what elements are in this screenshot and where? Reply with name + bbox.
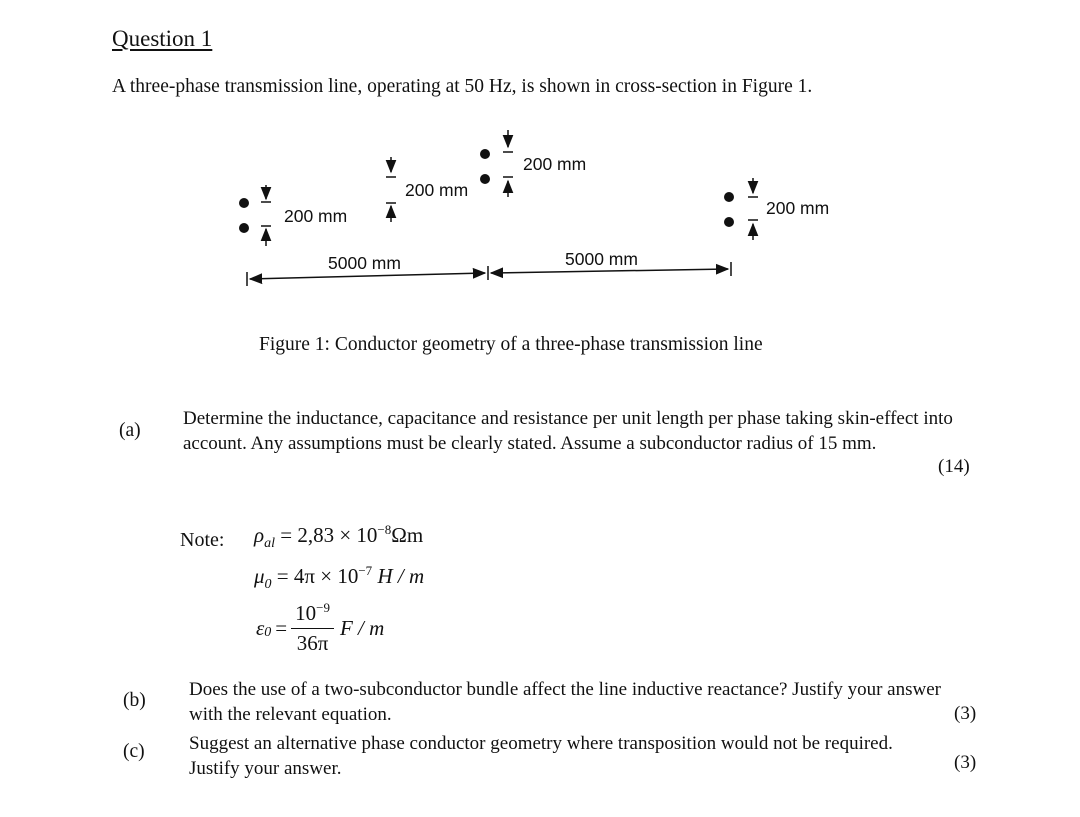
figure-caption: Figure 1: Conductor geometry of a three-phase transmission line xyxy=(259,334,763,355)
mu-value: = 4π × 10 xyxy=(276,564,359,588)
spacing-arrow xyxy=(261,185,271,246)
eps-fraction xyxy=(291,600,334,656)
question-intro: A three-phase transmission line, operating at 50 Hz, is shown in cross-section in Figure 1. xyxy=(112,76,813,97)
rho-unit: Ωm xyxy=(391,523,424,547)
resistivity-formula xyxy=(254,522,423,552)
spacing-arrow xyxy=(386,157,396,222)
mu-subscript: 0 xyxy=(264,577,272,593)
eps-numerator-exponent: −9 xyxy=(316,600,330,615)
subconductor xyxy=(239,198,249,208)
subconductor xyxy=(724,192,734,202)
part-c-marks: (3) xyxy=(954,752,977,773)
part-c-label: (c) xyxy=(123,741,145,762)
mu-exponent: −7 xyxy=(358,563,373,578)
spacing-label: 200 mm xyxy=(523,154,587,174)
part-c-text: Suggest an alternative phase conductor geometry where transposition would not be required. Justify your answer. xyxy=(189,733,893,779)
eps-symbol: ε xyxy=(256,615,265,640)
spacing-label: 200 mm xyxy=(284,206,348,226)
subconductor xyxy=(724,217,734,227)
rho-value: = 2,83 × 10 xyxy=(280,523,378,547)
part-a-text: Determine the inductance, capacitance and resistance per unit length per phase taking skin-effect into account. Any assumptions must be clearly stated. Assume a subconductor radius of 15 mm. xyxy=(183,408,953,454)
part-a-marks: (14) xyxy=(938,456,970,477)
eps-equals: = xyxy=(275,615,288,640)
eps-denominator: 36π xyxy=(296,631,329,655)
mu-symbol: μ xyxy=(254,564,265,588)
part-b-marks: (3) xyxy=(954,703,977,724)
spacing-arrow xyxy=(503,130,513,197)
rho-subscript: al xyxy=(264,536,275,552)
mu-unit: H / m xyxy=(377,564,425,588)
question-title: Question 1 xyxy=(112,26,213,51)
eps-numerator-base: 10 xyxy=(295,601,317,625)
phase-b-bundle xyxy=(386,157,396,222)
subconductor xyxy=(480,174,490,184)
spacing-arrow xyxy=(748,178,758,240)
distance-label: 5000 mm xyxy=(565,249,638,269)
part-b-text: Does the use of a two-subconductor bundle affect the line inductive reactance? Justify your answer with the relevant equation. xyxy=(189,679,941,725)
distance-dimension-lines xyxy=(247,262,731,286)
phase-c-bundle xyxy=(480,130,513,197)
eps-unit: F / m xyxy=(339,615,385,640)
rho-exponent: −8 xyxy=(377,522,392,537)
permittivity-formula xyxy=(256,600,384,656)
phase-a-bundle xyxy=(239,185,271,246)
spacing-label: 200 mm xyxy=(405,180,469,200)
part-a-label: (a) xyxy=(119,420,141,441)
spacing-label: 200 mm xyxy=(766,198,830,218)
rho-symbol: ρ xyxy=(254,523,265,547)
note-label: Note: xyxy=(180,529,225,551)
part-b-label: (b) xyxy=(123,690,146,711)
distance-label: 5000 mm xyxy=(328,253,401,273)
subconductor xyxy=(239,223,249,233)
permeability-formula xyxy=(254,563,424,593)
eps-subscript: 0 xyxy=(264,625,272,640)
phase-d-bundle xyxy=(724,178,758,240)
subconductor xyxy=(480,149,490,159)
